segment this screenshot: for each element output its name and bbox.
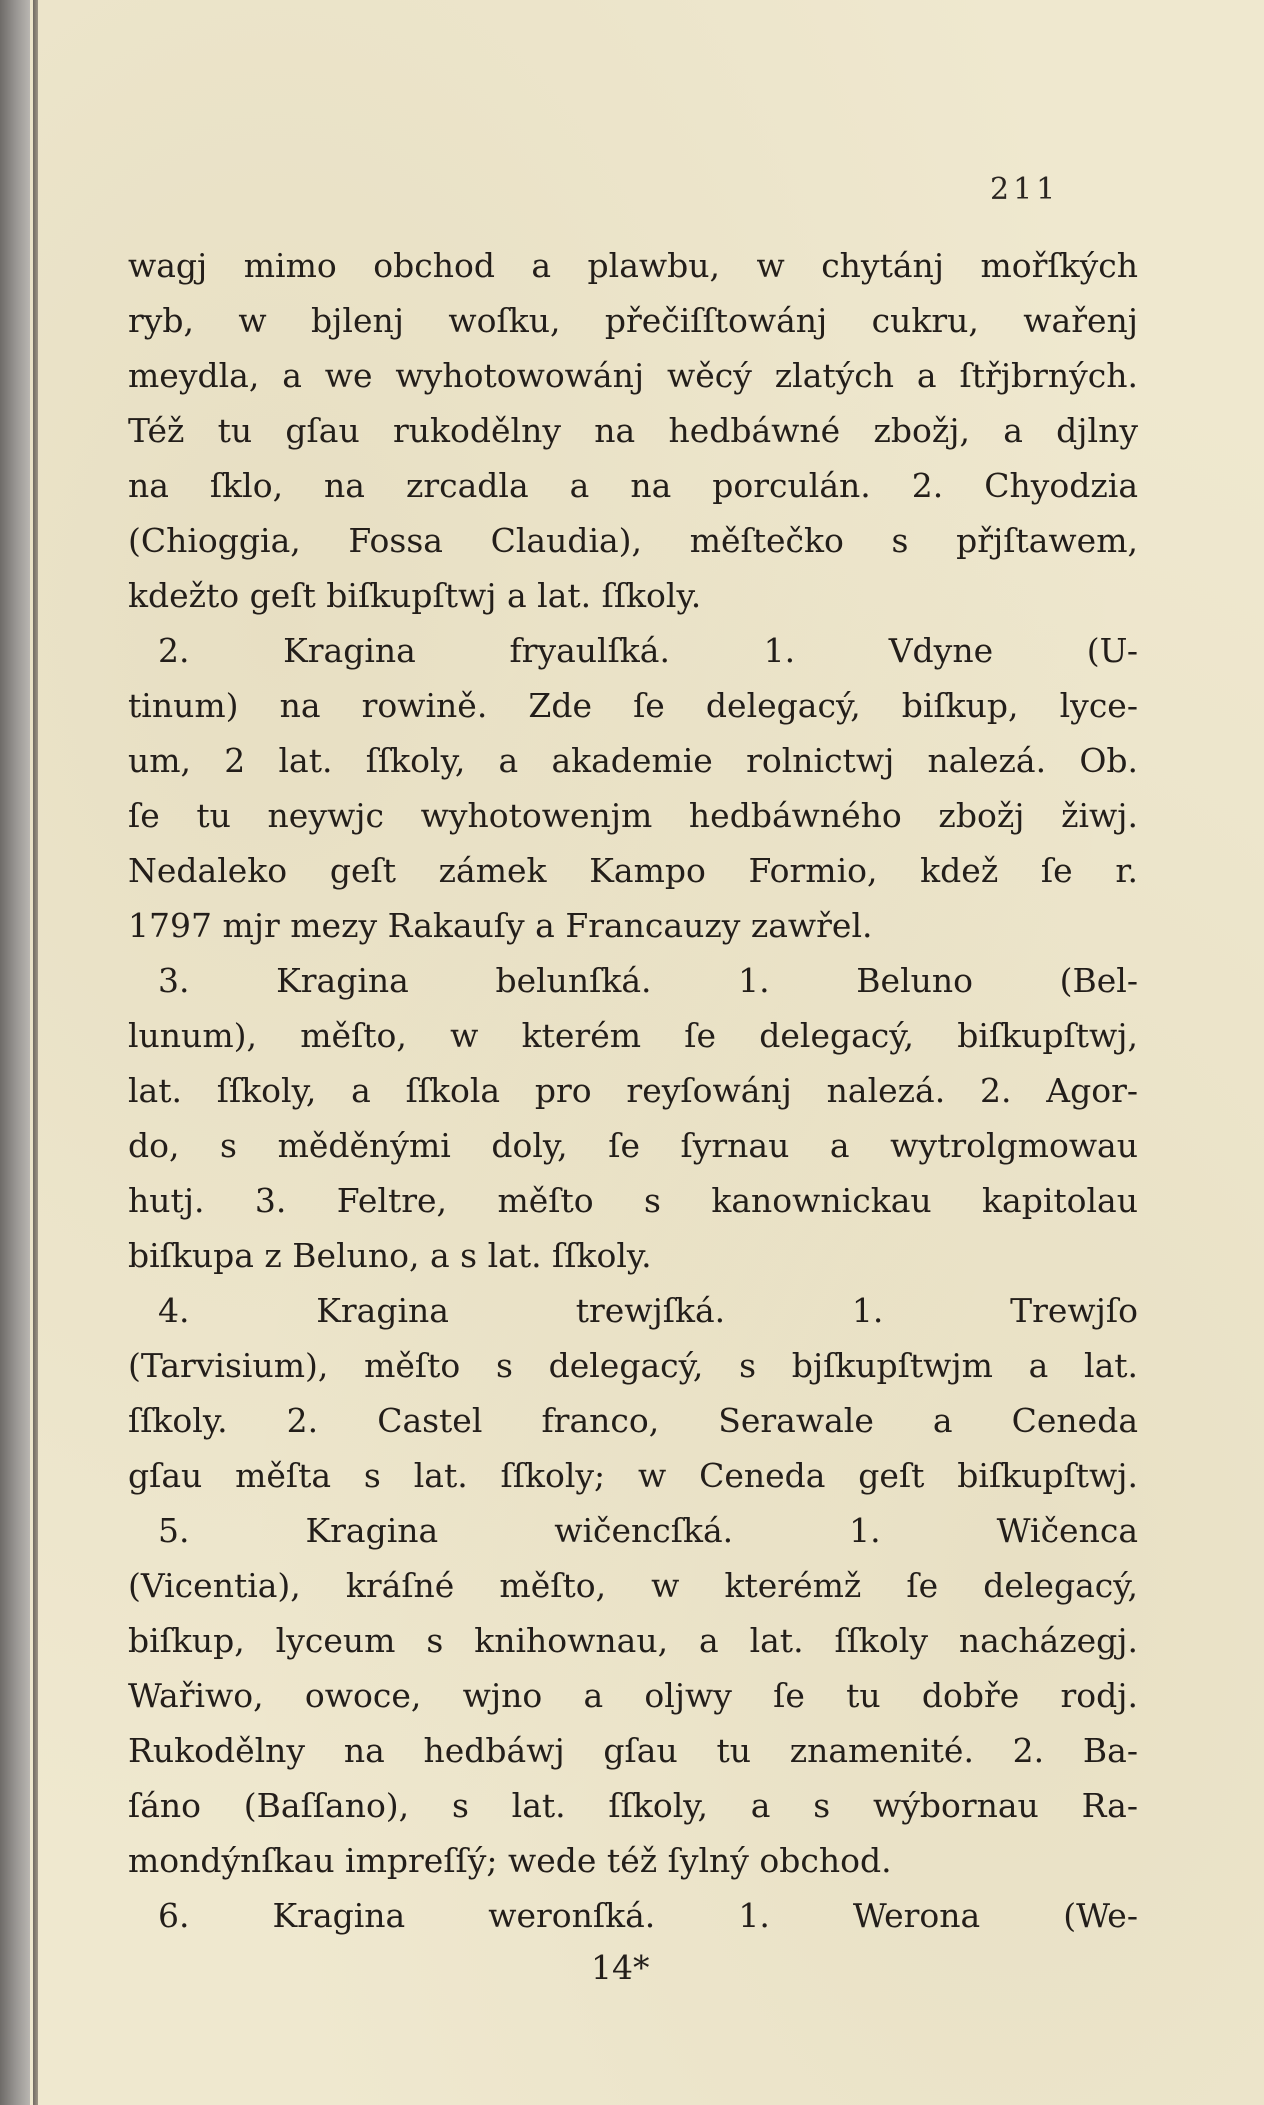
text-line: Nedaleko geſt zámek Kampo Formio, kdež ſe r. bbox=[128, 851, 1138, 890]
text-line: (Vicentia), kráſné měſto, w kterémž ſe delegacý, bbox=[128, 1566, 1138, 1605]
text-line: hutj. 3. Feltre, měſto s kanownickau kapitolau bbox=[128, 1181, 1138, 1220]
signature-mark: 14* bbox=[591, 1948, 650, 1987]
text-line: gſau měſta s lat. ſſkoly; w Ceneda geſt biſkupſtwj. bbox=[128, 1456, 1138, 1495]
scan-border bbox=[0, 0, 30, 2105]
book-page bbox=[30, 0, 1264, 2105]
text-line: um, 2 lat. ſſkoly, a akademie rolnictwj nalezá. Ob. bbox=[128, 741, 1138, 780]
text-line: (Tarvisium), měſto s delegacý, s bjſkupſtwjm a lat. bbox=[128, 1346, 1138, 1385]
text-line: meydla, a we wyhotowowánj wěcý zlatých a ſtřjbrných. bbox=[128, 356, 1138, 395]
text-line: wagj mimo obchod a plawbu, w chytánj mořſkých bbox=[128, 246, 1138, 285]
section-heading-line: 6. Kragina weronſká. 1. Werona (We- bbox=[158, 1896, 1138, 1935]
text-line: kdežto geſt biſkupſtwj a lat. ſſkoly. bbox=[128, 576, 702, 615]
section-heading-line: 2. Kragina fryaulſká. 1. Vdyne (U- bbox=[158, 631, 1138, 670]
gutter-shadow bbox=[33, 0, 38, 2105]
text-line: ſe tu neywjc wyhotowenjm hedbáwného zbožj žiwj. bbox=[128, 796, 1138, 835]
text-line: lunum), měſto, w kterém ſe delegacý, biſkupſtwj, bbox=[128, 1016, 1138, 1055]
page-body bbox=[128, 238, 1138, 1993]
text-line: na ſklo, na zrcadla a na porculán. 2. Chyodzia bbox=[128, 466, 1138, 505]
text-line: mondýnſkau impreſſý; wede též ſylný obchod. bbox=[128, 1841, 892, 1880]
page-number: 211 bbox=[990, 172, 1060, 207]
text-line: tinum) na rowině. Zde ſe delegacý, biſkup, lyce- bbox=[128, 686, 1138, 725]
text-line: 1797 mjr mezy Rakauſy a Francauzy zawřel. bbox=[128, 906, 873, 945]
text-line: (Chioggia, Fossa Claudia), měſtečko s přjſtawem, bbox=[128, 521, 1138, 560]
text-line: ryb, w bjlenj woſku, přečiſſtowánj cukru, wařenj bbox=[128, 301, 1138, 340]
text-line: ſáno (Baſſano), s lat. ſſkoly, a s wýbornau Ra- bbox=[128, 1786, 1138, 1825]
text-line: biſkup, lyceum s knihownau, a lat. ſſkoly nacházegj. bbox=[128, 1621, 1138, 1660]
text-line: Wařiwo, owoce, wjno a oljwy ſe tu dobře rodj. bbox=[128, 1676, 1138, 1715]
section-heading-line: 5. Kragina wičencſká. 1. Wičenca bbox=[158, 1511, 1138, 1550]
text-line: lat. ſſkoly, a ſſkola pro reyſowánj nalezá. 2. Agor- bbox=[128, 1071, 1138, 1110]
text-line: Též tu gſau rukodělny na hedbáwné zbožj, a djlny bbox=[128, 411, 1138, 450]
section-heading-line: 4. Kragina trewjſká. 1. Trewjſo bbox=[158, 1291, 1138, 1330]
text-line: Rukodělny na hedbáwj gſau tu znamenité. 2. Ba- bbox=[128, 1731, 1138, 1770]
text-line: do, s měděnými doly, ſe ſyrnau a wytrolgmowau bbox=[128, 1126, 1138, 1165]
section-heading-line: 3. Kragina belunſká. 1. Beluno (Bel- bbox=[158, 961, 1138, 1000]
text-line: biſkupa z Beluno, a s lat. ſſkoly. bbox=[128, 1236, 652, 1275]
text-line: ſſkoly. 2. Castel franco, Serawale a Ceneda bbox=[128, 1401, 1138, 1440]
